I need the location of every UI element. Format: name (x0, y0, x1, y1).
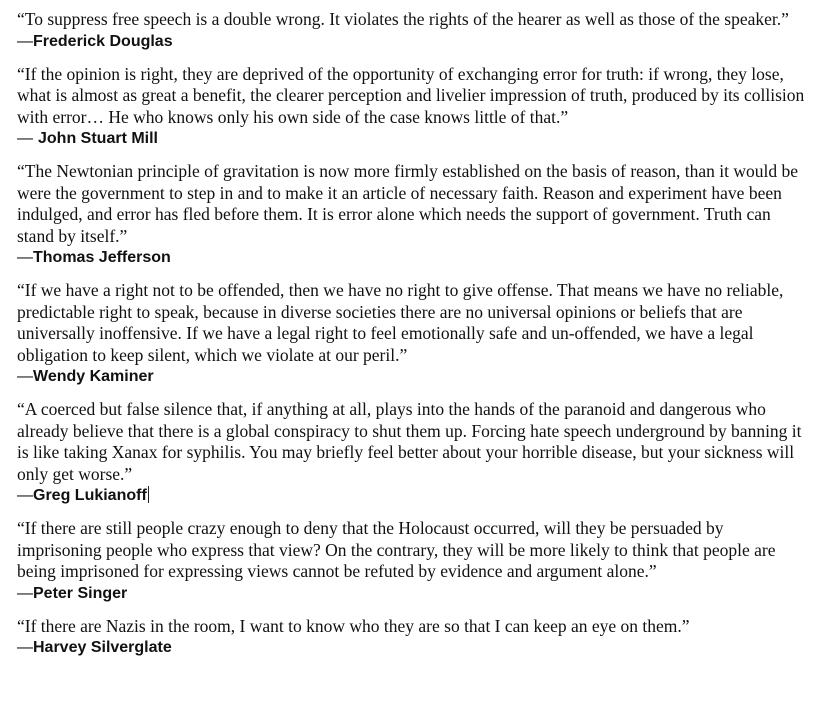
quote-text: “If we have a right not to be offended, then we have no right to give offense. That means we have no reliable, predictable right to speak, because in diverse societies there are no universal opinions or beliefs that are universally inoffensive. If we have a legal right to feel emotionally safe and un-offended, we have a legal obligation to keep silent, which we violate at our peril.” (17, 280, 784, 365)
quote-block-silverglate (17, 616, 809, 660)
quote-text: “A coerced but false silence that, if anything at all, plays into the hands of the paranoid and dangerous who already believe that there is a global conspiracy to shut them up. Forcing hate speech underground by banning it is like taking Xanax for syphilis. You may briefly feel better about your horrible disease, but your sickness will only get worse.” (17, 399, 802, 484)
quote-block-kaminer (17, 280, 809, 388)
text-cursor (148, 486, 149, 503)
em-dash: — (17, 639, 33, 656)
em-dash: — (17, 249, 33, 266)
quote-text: “If there are still people crazy enough to deny that the Holocaust occurred, will they be persuaded by imprisoning people who express that view? On the contrary, they will be more likely to think that people are being imprisoned for expressing views cannot be refuted by evidence and argument alone.” (17, 518, 776, 581)
quote-attribution (17, 485, 809, 507)
quote-text: “If the opinion is right, they are deprived of the opportunity of exchanging error for truth: if wrong, they lose, what is almost as great a benefit, the clearer perception and livelier impression of truth, produced by its collision with error… He who knows only his own side of the case knows little of that.” (17, 63, 805, 127)
quote-block-jefferson (17, 161, 809, 269)
quote-text: “To suppress free speech is a double wrong. It violates the rights of the hearer as well as those of the speaker.” (17, 9, 789, 29)
quote-block-mill (17, 64, 809, 151)
quote-attribution (17, 128, 809, 150)
quote-author: Greg Lukianoff (33, 487, 147, 504)
em-dash: — (17, 487, 33, 504)
quote-author: John Stuart Mill (38, 130, 158, 147)
quotes-document (17, 9, 809, 670)
quote-author: Frederick Douglas (33, 32, 173, 50)
quote-text: “If there are Nazis in the room, I want to know who they are so that I can keep an eye on them.” (17, 615, 690, 636)
quote-author: Peter Singer (33, 584, 128, 602)
quote-attribution (17, 637, 809, 659)
em-dash: — (17, 130, 33, 147)
quote-block-singer (17, 518, 809, 605)
quote-text: “The Newtonian principle of gravitation is now more firmly established on the basis of reason, than it would be were the government to step in and to make it an article of necessary faith. Reason and experiment have been indulged, and error has fled before them. It is error alone which needs the support of government. Truth can stand by itself.” (17, 161, 798, 246)
quote-author: Wendy Kaminer (33, 368, 154, 385)
quote-block-douglas (17, 9, 809, 53)
quote-attribution (17, 247, 809, 269)
quote-author: Harvey Silverglate (33, 639, 172, 656)
quote-block-lukianoff (17, 399, 809, 507)
quote-attribution (17, 366, 809, 388)
quote-attribution (17, 31, 809, 53)
quote-author: Thomas Jefferson (33, 249, 171, 266)
em-dash: — (17, 32, 33, 50)
em-dash: — (17, 368, 33, 385)
quote-attribution (17, 583, 809, 605)
em-dash: — (17, 584, 33, 602)
